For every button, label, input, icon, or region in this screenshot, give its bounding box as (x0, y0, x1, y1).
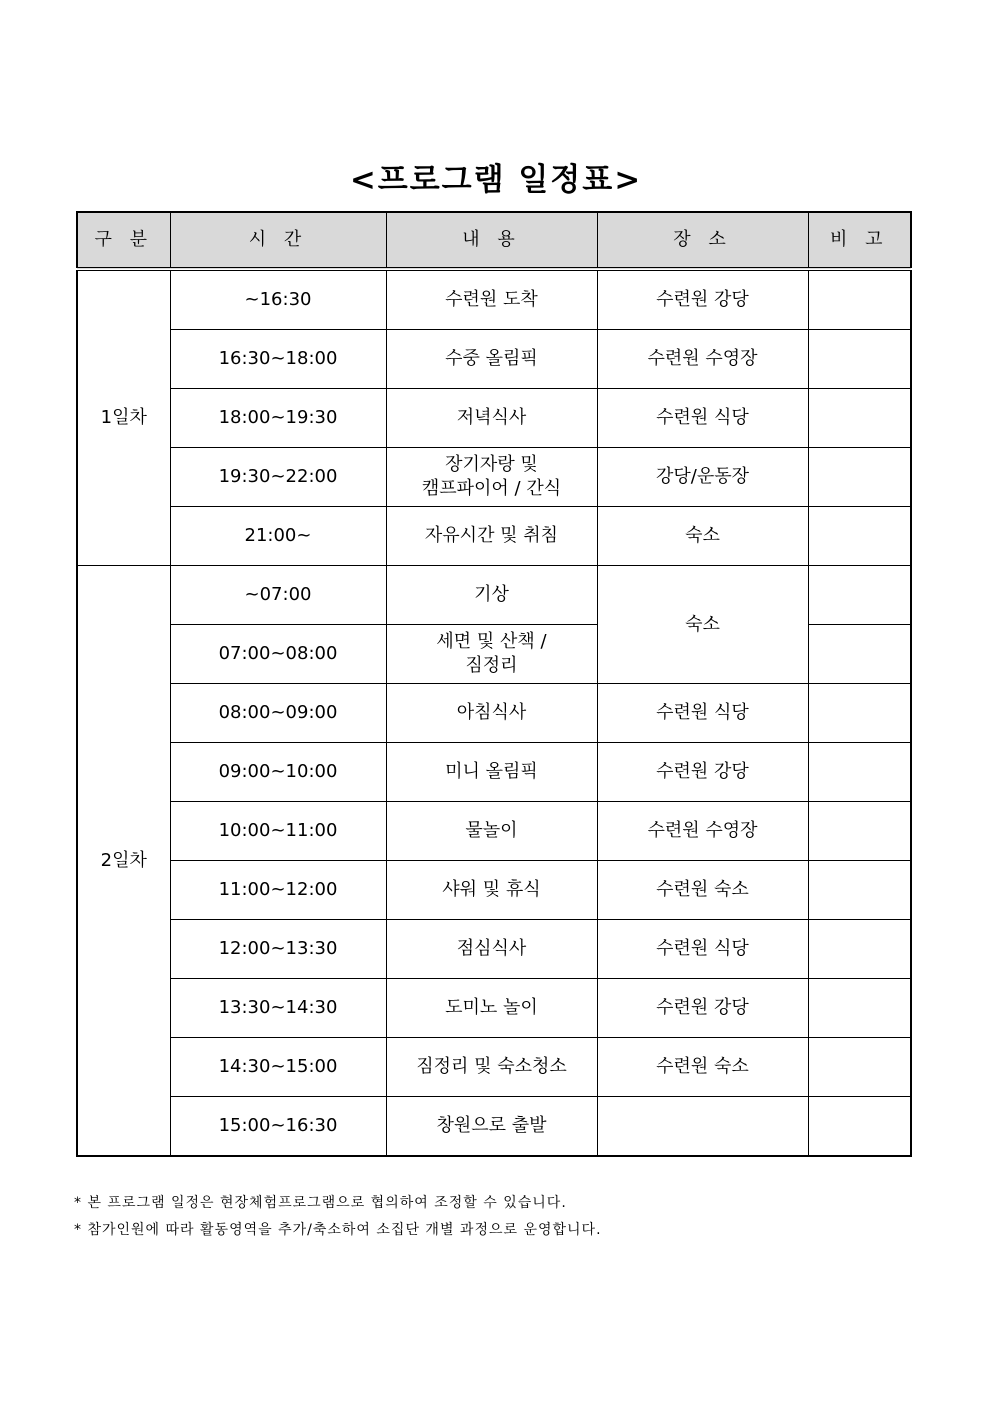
remarks-cell (808, 920, 911, 979)
day1-label: 1일차 (77, 269, 170, 566)
table-row (77, 743, 911, 802)
remarks-cell (808, 979, 911, 1038)
page-title: <프로그램 일정표> (349, 162, 643, 198)
header-content: 내 용 (386, 212, 597, 269)
remarks-cell (808, 1038, 911, 1097)
remarks-cell (808, 389, 911, 448)
place-cell: 숙소 (597, 566, 808, 684)
content-cell: 도미노 놀이 (386, 979, 597, 1038)
header-division: 구 분 (77, 212, 170, 269)
remarks-cell (808, 743, 911, 802)
table-row (77, 684, 911, 743)
table-row (77, 448, 911, 507)
place-cell: 강당/운동장 (597, 448, 808, 507)
table-row (77, 920, 911, 979)
remarks-cell (808, 448, 911, 507)
content-cell: 짐정리 및 숙소청소 (386, 1038, 597, 1097)
time-cell: 18:00~19:30 (170, 389, 386, 448)
content-cell: 수중 올림픽 (386, 330, 597, 389)
content-cell: 수련원 도착 (386, 269, 597, 330)
table-row (77, 979, 911, 1038)
footnote-line: * 본 프로그램 일정은 현장체험프로그램으로 협의하여 조정할 수 있습니다. (74, 1195, 567, 1211)
content-line: 짐정리 (465, 655, 518, 676)
header-remarks: 비 고 (808, 212, 911, 269)
table-row (77, 566, 911, 625)
content-line: 세면 및 산책 / (436, 631, 547, 652)
schedule-table (76, 211, 912, 1157)
content-line: 캠프파이어 / 간식 (421, 478, 562, 499)
remarks-cell (808, 1097, 911, 1157)
time-cell: 07:00~08:00 (170, 625, 386, 684)
time-cell: 21:00~ (170, 507, 386, 566)
content-cell: 창원으로 출발 (386, 1097, 597, 1157)
place-cell: 수련원 식당 (597, 684, 808, 743)
time-cell: 11:00~12:00 (170, 861, 386, 920)
place-cell (597, 1097, 808, 1157)
place-cell: 수련원 숙소 (597, 1038, 808, 1097)
time-cell: 13:30~14:30 (170, 979, 386, 1038)
place-cell: 수련원 수영장 (597, 802, 808, 861)
remarks-cell (808, 330, 911, 389)
time-cell: 09:00~10:00 (170, 743, 386, 802)
table-row (77, 861, 911, 920)
content-cell (386, 448, 597, 507)
remarks-cell (808, 566, 911, 625)
time-cell: 12:00~13:30 (170, 920, 386, 979)
time-cell: ~16:30 (170, 269, 386, 330)
content-cell (386, 625, 597, 684)
time-cell: 08:00~09:00 (170, 684, 386, 743)
remarks-cell (808, 507, 911, 566)
table-row (77, 389, 911, 448)
remarks-cell (808, 802, 911, 861)
day2-label: 2일차 (77, 566, 170, 1157)
table-row (77, 330, 911, 389)
content-cell: 샤워 및 휴식 (386, 861, 597, 920)
content-cell: 자유시간 및 취침 (386, 507, 597, 566)
time-cell: 19:30~22:00 (170, 448, 386, 507)
table-row (77, 269, 911, 330)
time-cell: 14:30~15:00 (170, 1038, 386, 1097)
place-cell: 수련원 숙소 (597, 861, 808, 920)
content-cell: 점심식사 (386, 920, 597, 979)
place-cell: 수련원 수영장 (597, 330, 808, 389)
header-place: 장 소 (597, 212, 808, 269)
header-row (77, 212, 911, 269)
content-cell: 물놀이 (386, 802, 597, 861)
time-cell: 10:00~11:00 (170, 802, 386, 861)
remarks-cell (808, 684, 911, 743)
content-line: 장기자랑 및 (445, 454, 538, 475)
time-cell: ~07:00 (170, 566, 386, 625)
time-cell: 16:30~18:00 (170, 330, 386, 389)
remarks-cell (808, 269, 911, 330)
place-cell: 숙소 (597, 507, 808, 566)
table-row (77, 507, 911, 566)
place-cell: 수련원 식당 (597, 389, 808, 448)
place-cell: 수련원 식당 (597, 920, 808, 979)
place-cell: 수련원 강당 (597, 743, 808, 802)
content-cell: 저녁식사 (386, 389, 597, 448)
table-row (77, 1097, 911, 1157)
place-cell: 수련원 강당 (597, 979, 808, 1038)
remarks-cell (808, 861, 911, 920)
footnote-line: * 참가인원에 따라 활동영역을 추가/축소하여 소집단 개별 과정으로 운영합니다. (74, 1222, 602, 1238)
content-cell: 아침식사 (386, 684, 597, 743)
table-row (77, 1038, 911, 1097)
footnotes (74, 1190, 934, 1244)
remarks-cell (808, 625, 911, 684)
content-cell: 기상 (386, 566, 597, 625)
place-cell: 수련원 강당 (597, 269, 808, 330)
time-cell: 15:00~16:30 (170, 1097, 386, 1157)
header-time: 시 간 (170, 212, 386, 269)
table-row (77, 802, 911, 861)
content-cell: 미니 올림픽 (386, 743, 597, 802)
